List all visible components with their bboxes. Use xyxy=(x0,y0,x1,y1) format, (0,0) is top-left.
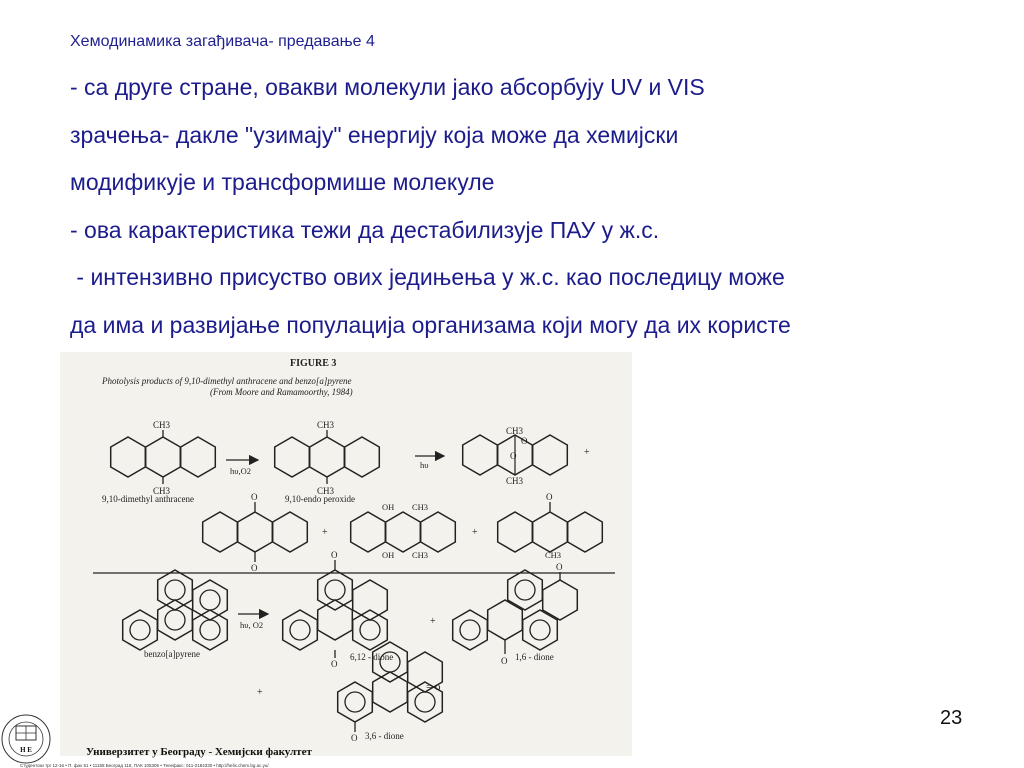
oxygen-label: O xyxy=(251,563,258,573)
figure-heading: FIGURE 3 xyxy=(290,358,337,369)
ch3-label: CH3 xyxy=(412,502,429,512)
dione-16-structure xyxy=(453,570,578,654)
oxygen-label: O xyxy=(556,562,563,572)
endo-peroxide-structure xyxy=(275,430,380,484)
anthraquinone-structure xyxy=(203,502,308,562)
anthrone-structure xyxy=(498,502,603,552)
reaction-condition: hυ, O2 xyxy=(240,620,264,630)
ch3-label: CH3 xyxy=(412,550,429,560)
oxygen-label: O xyxy=(510,451,517,461)
figure-caption-source: (From Moore and Ramamoorthy, 1984) xyxy=(210,387,353,397)
chemical-structures-diagram xyxy=(60,352,632,756)
body-line: модификује и трансформише молекуле xyxy=(70,169,495,195)
benzo-a-pyrene-structure xyxy=(123,570,228,650)
label-3-6-dione: 3,6 - dione xyxy=(365,731,404,741)
label-benzo-a-pyrene: benzo[a]pyrene xyxy=(144,649,200,659)
body-line: - са друге стране, овакви молекули јако абсорбују UV и VIS xyxy=(70,74,705,100)
oxygen-label: O xyxy=(351,733,358,743)
label-endo-peroxide: 9,10-endo peroxide xyxy=(285,494,355,504)
dione-612-structure xyxy=(283,560,388,658)
ch3-label: CH3 xyxy=(506,426,524,436)
plus-sign: + xyxy=(257,687,263,698)
label-dimethyl-anthracene: 9,10-dimethyl anthracene xyxy=(102,494,194,504)
reaction-condition: hυ,O2 xyxy=(230,466,251,476)
hydroxyl-label: OH xyxy=(382,502,395,512)
plus-sign: + xyxy=(322,527,328,538)
plus-sign: + xyxy=(472,527,478,538)
university-footer xyxy=(0,708,310,768)
dihydroxy-structure xyxy=(351,512,456,552)
reaction-condition: hυ xyxy=(420,460,429,470)
figure-caption: Photolysis products of 9,10-dimethyl anthracene and benzo[a]pyrene xyxy=(102,376,352,386)
dimethyl-anthracene-structure xyxy=(111,430,216,484)
slide-body xyxy=(70,64,980,349)
body-line: зрачења- дакле "узимају" енергију која може да хемијски xyxy=(70,121,679,148)
university-address: Студентски трг 12-16 • П. фах 51 • 11158 Београд 118, ПАК 105305 • Телефакс: 011-2184330 • http://helix.chem.bg.ac.yu/ xyxy=(20,763,269,768)
ch3-label: CH3 xyxy=(506,476,524,486)
oxygen-label: O xyxy=(521,436,528,446)
ch3-label: CH3 xyxy=(153,486,171,496)
logo-letters: H E xyxy=(20,746,32,754)
oxygen-label: O xyxy=(331,550,338,560)
carbonyl-label: = o xyxy=(426,681,441,693)
ch3-label: CH3 xyxy=(317,420,335,430)
body-line: - интензивно присуство ових једињења у ж.с. као последицу може xyxy=(70,264,785,290)
oxygen-label: O xyxy=(331,659,338,669)
slide-header: Хемодинамика загађивача- предавање 4 xyxy=(70,33,375,50)
plus-sign: + xyxy=(430,616,436,627)
page-number: 23 xyxy=(940,707,963,729)
oxygen-label: O xyxy=(501,656,508,666)
body-line: да има и развијање популација организама који могу да их користе xyxy=(70,311,791,338)
photolysis-figure xyxy=(60,352,632,756)
label-6-12-dione: 6,12 - dione xyxy=(350,652,394,662)
ch3-label: CH3 xyxy=(545,550,562,560)
ch3-label: CH3 xyxy=(153,420,171,430)
ch3-label: CH3 xyxy=(317,486,335,496)
hydroxyl-label: OH xyxy=(382,550,395,560)
body-line: - ова карактеристика тежи да дестабилизује ПАУ у ж.с. xyxy=(70,216,660,243)
plus-sign: + xyxy=(584,447,590,458)
university-name: Универзитет у Београду - Хемијски факултет xyxy=(86,746,312,758)
oxygen-label: O xyxy=(546,492,553,502)
university-logo xyxy=(0,712,52,766)
oxygen-label: O xyxy=(251,492,258,502)
label-1-6-dione: 1,6 - dione xyxy=(515,652,554,662)
